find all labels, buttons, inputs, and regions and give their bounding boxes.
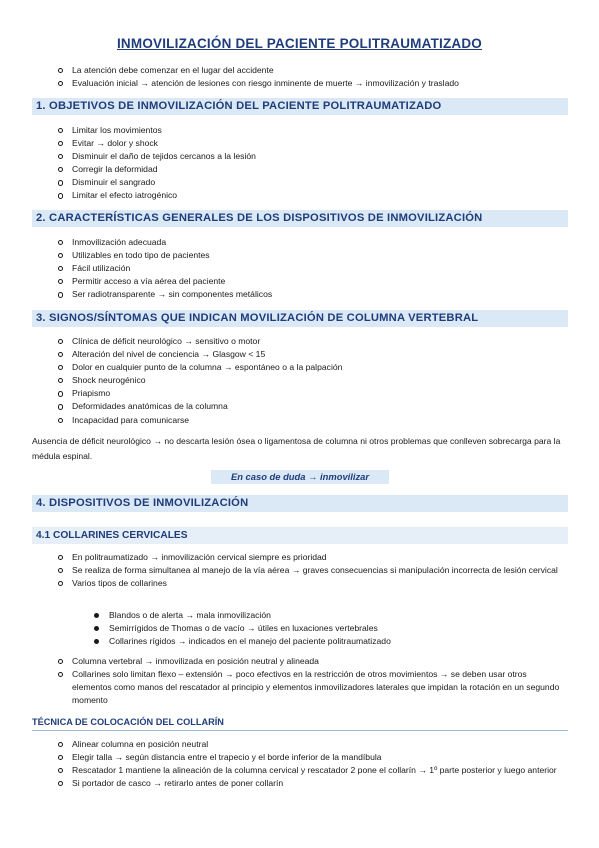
list-item: Clínica de déficit neurológico → sensitivo o motor	[58, 335, 564, 348]
list-item: Alteración del nivel de conciencia → Glasgow < 15	[58, 348, 564, 361]
intro-list	[58, 64, 564, 90]
list-item: Disminuir el sangrado	[58, 176, 564, 189]
collarines-list-a	[58, 551, 564, 590]
callout-box: En caso de duda → inmovilizar	[211, 470, 389, 484]
list-item: Blandos o de alerta → mala inmovilización	[94, 609, 391, 622]
list-item: Evitar → dolor y shock	[58, 137, 564, 150]
list-item: Ser radiotransparente → sin componentes metálicos	[58, 288, 564, 301]
list-item: Incapacidad para comunicarse	[58, 414, 564, 427]
list-item: Si portador de casco → retirarlo antes de poner collarín	[58, 777, 564, 790]
list-item: Corregir la deformidad	[58, 163, 564, 176]
section-4-heading: 4. DISPOSITIVOS DE INMOVILIZACIÓN	[32, 495, 568, 512]
collarines-list-b	[58, 655, 564, 707]
list-item: Fácil utilización	[58, 262, 564, 275]
list-item: Se realiza de forma simultanea al manejo de la vía aérea → graves consecuencias si manipulación incorrecta de lesión cervical	[58, 564, 564, 577]
list-item: En politraumatizado → inmovilización cervical siempre es prioridad	[58, 551, 564, 564]
list-item: Rescatador 1 mantiene la alineación de la columna cervical y rescatador 2 pone el collarín → 1º parte posterior y luego anterior	[58, 764, 564, 777]
list-item: Disminuir el daño de tejidos cercanos a la lesión	[58, 150, 564, 163]
list-item: Limitar el efecto iatrogénico	[58, 189, 564, 202]
list-item: Permitir acceso a vía aérea del paciente	[58, 275, 564, 288]
section-2-heading: 2. CARACTERÍSTICAS GENERALES DE LOS DISPOSITIVOS DE INMOVILIZACIÓN	[32, 210, 568, 227]
list-item: Alinear columna en posición neutral	[58, 738, 564, 751]
subsection-4-1-heading: 4.1 COLLARINES CERVICALES	[32, 527, 568, 544]
list-item: Evaluación inicial → atención de lesiones con riesgo inminente de muerte → inmovilización y traslado	[58, 77, 564, 90]
section-3-list	[58, 335, 564, 427]
section-1-list	[58, 124, 564, 203]
list-item: Deformidades anatómicas de la columna	[58, 400, 564, 413]
section-2-list	[58, 236, 564, 301]
section-3-heading: 3. SIGNOS/SÍNTOMAS QUE INDICAN MOVILIZACIÓN DE COLUMNA VERTEBRAL	[32, 310, 568, 327]
list-item: Dolor en cualquier punto de la columna → espontáneo o a la palpación	[58, 361, 564, 374]
list-item: Collarines solo limitan flexo – extensión → poco efectivos en la restricción de otros movimientos → se deben usar otros elementos como manos del rescatador al principio y elementos inmovilizadores laterales que impidan la rotación en un segundo momento	[58, 668, 564, 707]
list-item: Shock neurogénico	[58, 374, 564, 387]
list-item: Limitar los movimientos	[58, 124, 564, 137]
document-title: INMOVILIZACIÓN DEL PACIENTE POLITRAUMATIZADO	[116, 36, 483, 51]
neurological-note: Ausencia de déficit neurológico → no descarta lesión ósea o ligamentosa de columna ni otros problemas que conlleven sobrecarga para la médula espinal.	[32, 436, 561, 461]
technique-list	[58, 738, 564, 790]
collarines-types-list	[94, 609, 391, 648]
list-item: Inmovilización adecuada	[58, 236, 564, 249]
technique-heading: TÉCNICA DE COLOCACIÓN DEL COLLARÍN	[32, 717, 224, 727]
list-item: Priapismo	[58, 387, 564, 400]
list-item: La atención debe comenzar en el lugar del accidente	[58, 64, 564, 77]
list-item: Utilizables en todo tipo de pacientes	[58, 249, 564, 262]
list-item: Columna vertebral → inmovilizada en posición neutral y alineada	[58, 655, 564, 668]
technique-divider	[32, 730, 568, 731]
list-item: Collarines rígidos → indicados en el manejo del paciente politraumatizado	[94, 635, 391, 648]
list-item: Elegir talla → según distancia entre el trapecio y el borde inferior de la mandíbula	[58, 751, 564, 764]
list-item: Semirrígidos de Thomas o de vacío → útiles en luxaciones vertebrales	[94, 622, 391, 635]
section-1-heading: 1. OBJETIVOS DE INMOVILIZACIÓN DEL PACIENTE POLITRAUMATIZADO	[32, 98, 568, 115]
list-item: Varios tipos de collarines	[58, 577, 564, 590]
